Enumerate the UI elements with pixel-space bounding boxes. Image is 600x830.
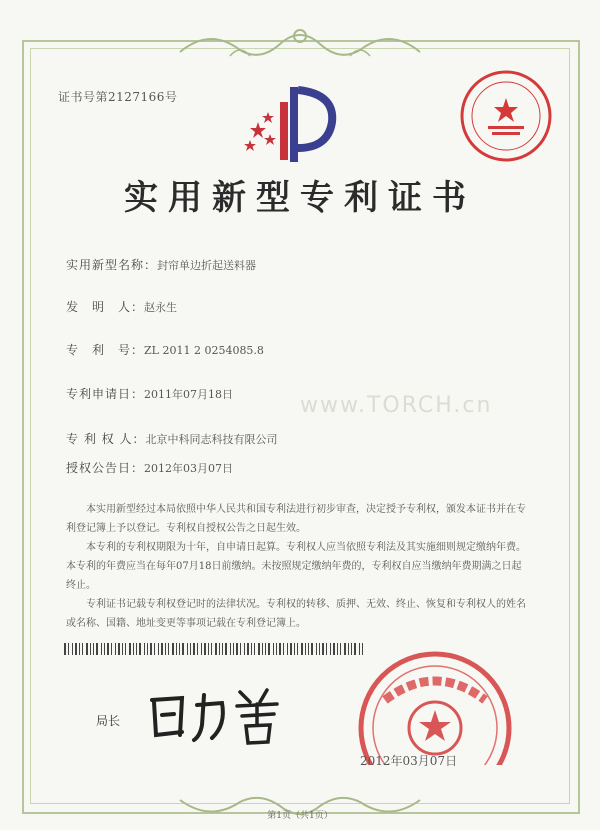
field-grant-date (66, 459, 233, 476)
page-number: 第1页（共1页） (267, 811, 333, 821)
field-value: 2012年03月07日 (144, 462, 234, 475)
certificate-title: 实用新型专利证书 (124, 178, 476, 218)
field-value: 北京中科同志科技有限公司 (145, 433, 278, 446)
field-value: 2011年07月18日 (144, 388, 234, 401)
field-label: 发 明 人： (66, 300, 145, 314)
field-label: 专 利 权 人： (66, 432, 146, 446)
field-label: 专利申请日： (66, 387, 145, 401)
field-label: 专 利 号： (66, 343, 145, 357)
certificate-number: 证书号第2127166号 (58, 90, 178, 104)
field-utility-model-name (66, 256, 256, 273)
body-paragraph: 本专利的专利权期限为十年，自申请日起算。专利权人应当依照专利法及其实施细则规定缴纳年费。本专利的年费应当在每年07月18日前缴纳。未按照规定缴纳年费的，专利权自应当缴纳年费期满之日起终止。 (66, 542, 526, 591)
body-paragraph: 专利证书记载专利权登记时的法律状况。专利权的转移、质押、无效、终止、恢复和专利权人的姓名或名称、国籍、地址变更等事项记载在专利登记簿上。 (66, 599, 526, 629)
body-paragraph: 本实用新型经过本局依照中华人民共和国专利法进行初步审查，决定授予专利权，颁发本证书并在专利登记簿上予以登记。专利权自授权公告之日起生效。 (66, 504, 526, 534)
certificate-body (66, 500, 526, 633)
field-inventor (66, 298, 177, 315)
field-value: ZL 2011 2 0254085.8 (144, 344, 264, 357)
top-ornament-icon (170, 22, 430, 66)
patent-office-logo-icon (240, 82, 350, 172)
seal-date: 2012年03月07日 (360, 754, 458, 768)
field-value: 赵永生 (144, 301, 178, 314)
field-patent-number (66, 341, 264, 358)
field-value: 封帘单边折起送料器 (157, 259, 257, 272)
field-patent-owner (66, 430, 277, 447)
field-label: 授权公告日： (66, 461, 145, 475)
state-seal-icon (345, 640, 525, 765)
director-signature-icon (142, 680, 292, 750)
director-label: 局长 (96, 714, 121, 728)
barcode-icon (64, 643, 364, 655)
field-label: 实用新型名称： (66, 258, 158, 272)
top-stamp-icon (458, 68, 554, 164)
field-application-date (66, 385, 233, 402)
watermark: www.TORCH.cn (300, 393, 493, 418)
